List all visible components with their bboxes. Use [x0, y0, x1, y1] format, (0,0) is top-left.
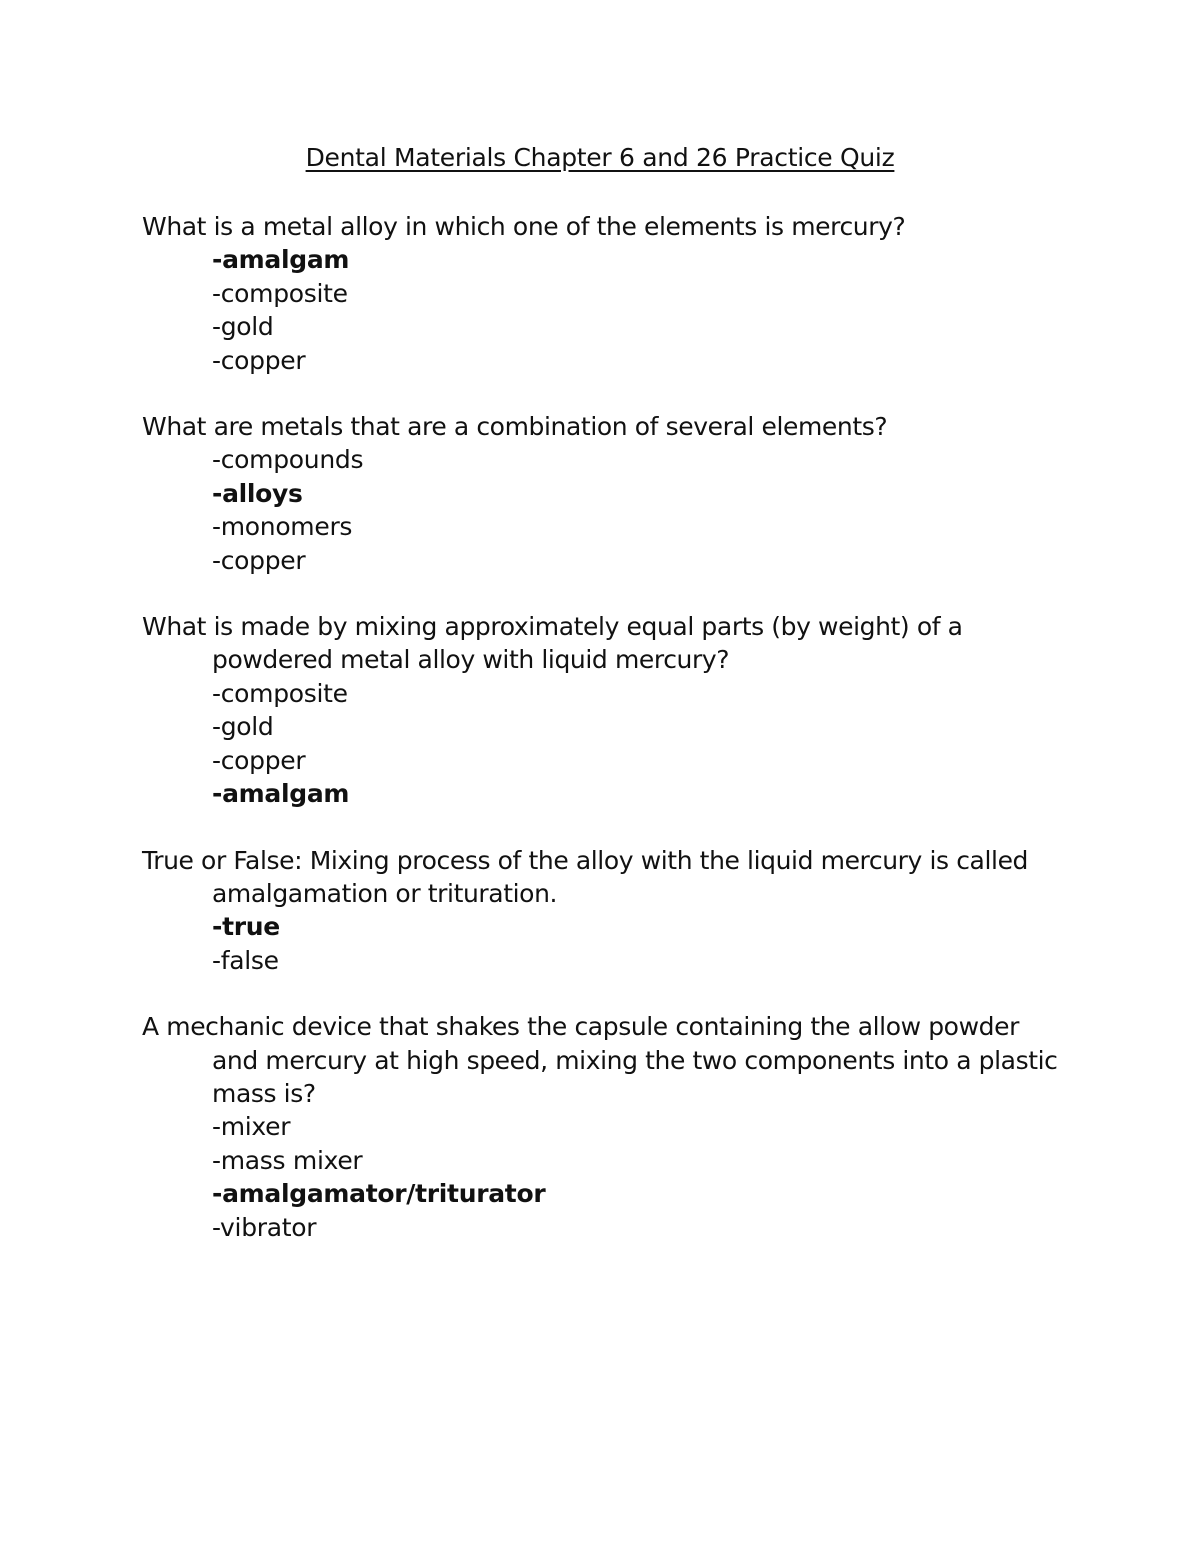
quiz-question [142, 210, 1062, 377]
question-prompt: What is made by mixing approximately equal parts (by weight) of a powdered metal alloy with liquid mercury? [142, 612, 963, 675]
answer-option: -copper [212, 745, 306, 775]
correct-answer-option: -amalgam [212, 779, 350, 809]
quiz-question [142, 1010, 1062, 1244]
quiz-question [142, 410, 1062, 577]
answer-options [142, 910, 1062, 977]
answer-option: -copper [212, 545, 306, 575]
answer-option: -gold [212, 312, 274, 342]
answer-option: -compounds [212, 445, 364, 475]
correct-answer-option: -alloys [212, 478, 303, 508]
answer-options [142, 1110, 1062, 1244]
answer-options [142, 677, 1062, 811]
question-prompt: What is a metal alloy in which one of the elements is mercury? [142, 212, 906, 241]
answer-option: -composite [212, 278, 348, 308]
answer-options [142, 443, 1062, 577]
answer-option: -mass mixer [212, 1145, 363, 1175]
answer-option: -mixer [212, 1112, 291, 1142]
question-prompt: A mechanic device that shakes the capsule containing the allow powder and mercury at high speed, mixing the two components into a plastic mass is? [142, 1012, 1058, 1108]
document-title: Dental Materials Chapter 6 and 26 Practice Quiz [305, 143, 895, 172]
answer-option: -gold [212, 712, 274, 742]
question-prompt: What are metals that are a combination of several elements? [142, 412, 888, 442]
answer-option: -false [212, 945, 279, 975]
answer-option: -copper [212, 345, 306, 375]
answer-option: -monomers [212, 512, 353, 542]
quiz-question [142, 610, 1062, 810]
question-prompt: True or False: Mixing process of the alloy with the liquid mercury is called amalgamation or trituration. [142, 845, 1029, 908]
quiz-question [142, 844, 1062, 978]
correct-answer-option: -amalgamator/triturator [212, 1179, 546, 1209]
correct-answer-option: -amalgam [212, 245, 350, 275]
answer-option: -vibrator [212, 1212, 317, 1242]
correct-answer-option: -true [212, 912, 280, 942]
quiz-question-list [142, 210, 1062, 1277]
answer-option: -composite [212, 678, 348, 708]
answer-options [142, 243, 1062, 377]
